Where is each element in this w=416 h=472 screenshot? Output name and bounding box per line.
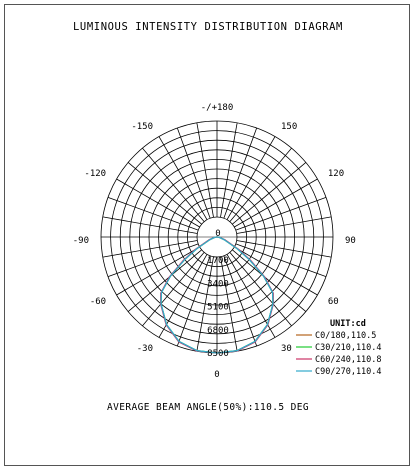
angle-label: -60 [89, 297, 107, 307]
grid-spoke [237, 240, 332, 257]
legend-entry: C90/270,110.4 [315, 367, 382, 377]
angle-label: 90 [345, 236, 356, 246]
legend-entry: C60/240,110.8 [315, 355, 382, 365]
angle-label: 150 [281, 122, 298, 133]
grid-spoke [177, 256, 210, 346]
grid-spoke [236, 197, 326, 230]
legend-title: UNIT:cd [330, 319, 366, 329]
grid-spoke [220, 123, 237, 218]
grid-spoke [108, 197, 198, 230]
grid-spoke [142, 252, 204, 326]
grid-spoke [197, 123, 214, 218]
angle-label: 120 [327, 169, 345, 179]
radial-tick-label: 1700 [207, 256, 229, 267]
legend-entry: C0/180,110.5 [315, 331, 377, 341]
grid-spoke [230, 148, 292, 222]
chart-title: LUMINOUS INTENSITY DISTRIBUTION DIAGRAM [73, 21, 343, 33]
radial-tick-label: 0 [215, 229, 221, 239]
grid-spoke [237, 217, 332, 234]
grid-spoke [103, 217, 198, 234]
grid-spoke [142, 148, 204, 222]
angle-label: -90 [72, 236, 89, 246]
radial-tick-label: 3400 [207, 279, 229, 290]
grid-spoke [230, 252, 292, 326]
angle-label: -/+180 [200, 103, 234, 113]
radial-tick-label: 6800 [207, 325, 229, 336]
legend [296, 319, 382, 377]
grid-spoke [232, 250, 306, 312]
angle-label: -120 [84, 169, 107, 179]
grid-spoke [128, 162, 202, 224]
beam-angle-caption: AVERAGE BEAM ANGLE(50%):110.5 DEG [107, 402, 309, 413]
angle-label: -150 [131, 122, 153, 133]
angle-label: 0 [214, 370, 220, 380]
angle-label: -30 [136, 343, 153, 354]
radial-tick-label: 8500 [207, 349, 229, 359]
grid-spoke [128, 250, 202, 312]
grid-spoke [103, 240, 198, 257]
grid-spoke [232, 162, 306, 224]
grid-spoke [177, 128, 210, 218]
angle-label: 60 [327, 297, 339, 307]
radial-tick-label: 5100 [207, 302, 229, 313]
grid-spoke [224, 128, 257, 218]
legend-entry: C30/210,110.4 [315, 343, 382, 353]
angle-label: 30 [281, 343, 292, 354]
